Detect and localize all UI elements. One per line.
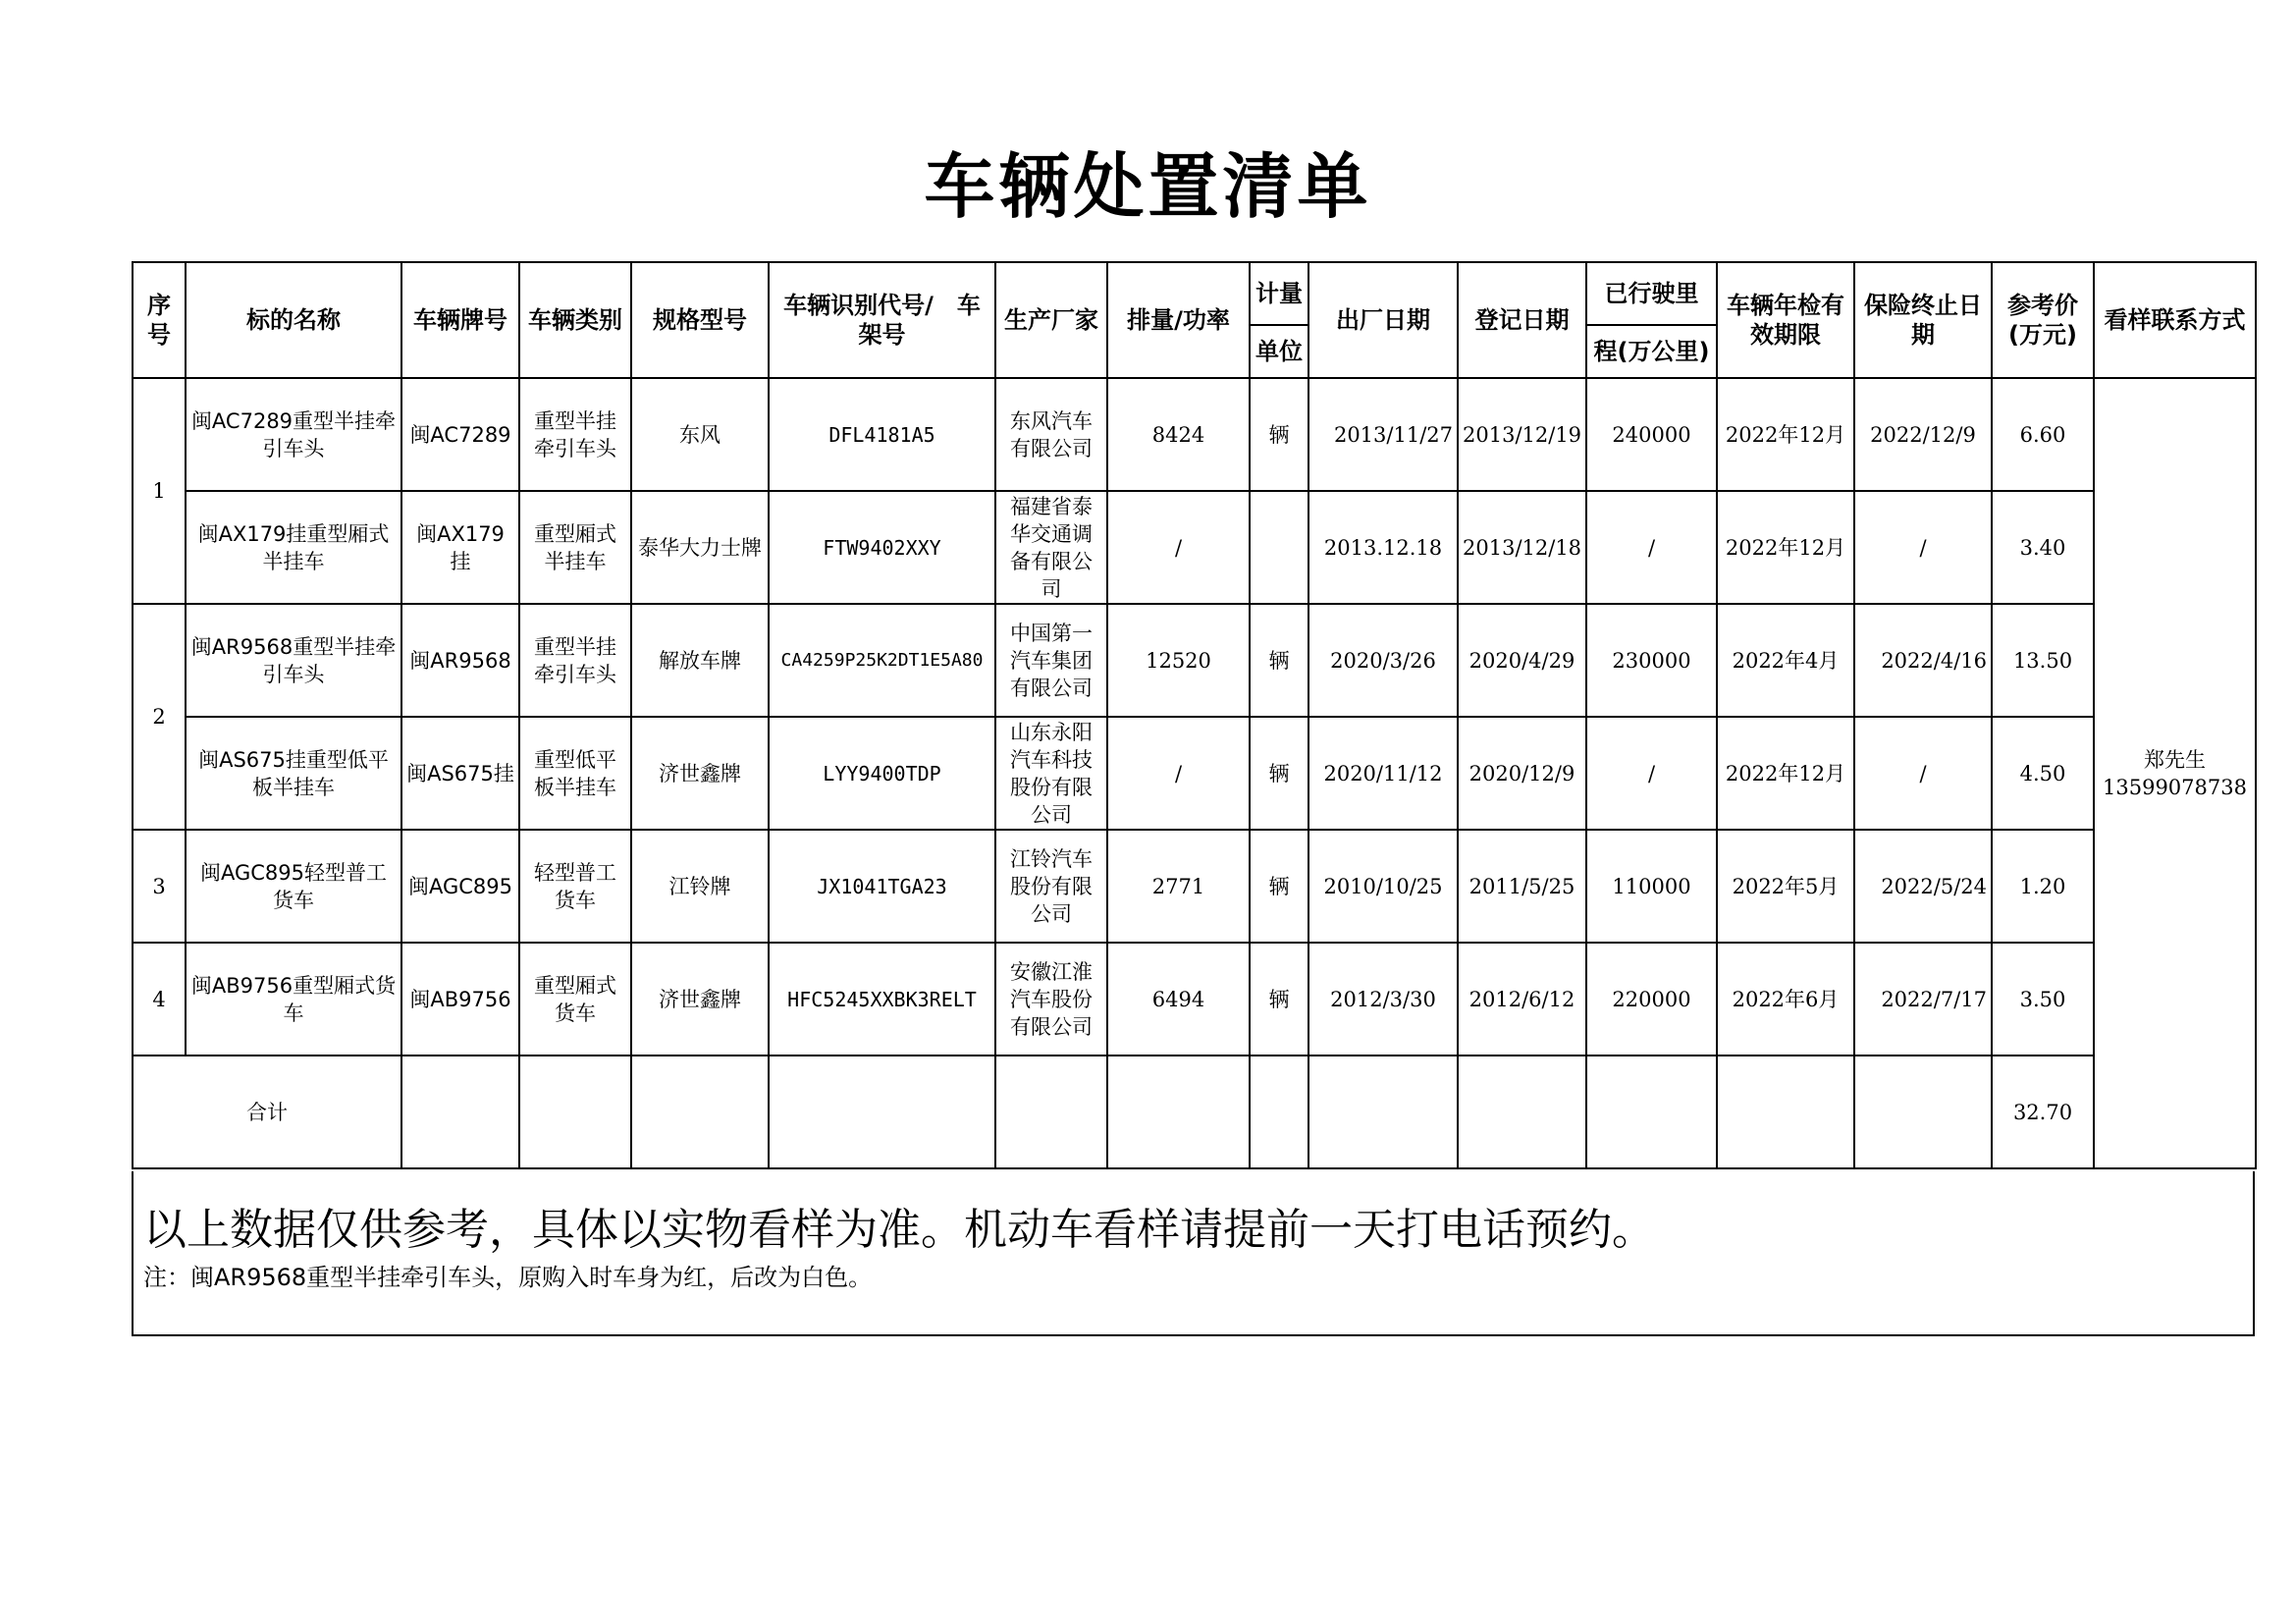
cell-maker: 福建省泰华交通调备有限公司 <box>995 491 1107 604</box>
header-maker: 生产厂家 <box>995 262 1107 378</box>
cell-name: 闽AX179挂重型厢式半挂车 <box>186 491 401 604</box>
cell-category: 重型厢式货车 <box>519 943 631 1056</box>
header-model: 规格型号 <box>631 262 769 378</box>
cell-insurance: 2022/7/17 <box>1854 943 1992 1056</box>
cell-plate: 闽AS675挂 <box>401 717 519 830</box>
cell-inspection: 2022年4月 <box>1717 604 1854 717</box>
total-price: 32.70 <box>1992 1056 2094 1168</box>
total-empty <box>1586 1056 1717 1168</box>
header-displacement: 排量/功率 <box>1107 262 1250 378</box>
cell-price: 3.50 <box>1992 943 2094 1056</box>
cell-name: 闽AGC895轻型普工货车 <box>186 830 401 943</box>
page-title: 车辆处置清单 <box>924 145 1372 228</box>
cell-displacement: 6494 <box>1107 943 1250 1056</box>
cell-category: 重型半挂牵引车头 <box>519 378 631 491</box>
cell-displacement: 2771 <box>1107 830 1250 943</box>
cell-unit: 辆 <box>1250 604 1308 717</box>
contact-name: 郑先生 <box>2144 747 2206 772</box>
contact-cell <box>2094 378 2256 1168</box>
cell-unit: 辆 <box>1250 830 1308 943</box>
cell-inspection: 2022年6月 <box>1717 943 1854 1056</box>
cell-mileage: 230000 <box>1586 604 1717 717</box>
header-unit: 单位 <box>1250 325 1308 378</box>
cell-price: 4.50 <box>1992 717 2094 830</box>
table-row <box>133 604 2256 717</box>
cell-maker: 安徽江淮汽车股份有限公司 <box>995 943 1107 1056</box>
header-manufacture-date: 出厂日期 <box>1308 262 1458 378</box>
total-empty <box>1854 1056 1992 1168</box>
cell-seq: 2 <box>133 604 186 830</box>
cell-manufacture-date: 2012/3/30 <box>1308 943 1458 1056</box>
cell-displacement: / <box>1107 717 1250 830</box>
cell-model: 济世鑫牌 <box>631 943 769 1056</box>
cell-insurance: / <box>1854 491 1992 604</box>
cell-inspection: 2022年12月 <box>1717 378 1854 491</box>
total-empty <box>519 1056 631 1168</box>
cell-name: 闽AC7289重型半挂牵引车头 <box>186 378 401 491</box>
cell-mileage: 220000 <box>1586 943 1717 1056</box>
cell-price: 6.60 <box>1992 378 2094 491</box>
header-inspection: 车辆年检有效期限 <box>1717 262 1854 378</box>
cell-category: 重型厢式半挂车 <box>519 491 631 604</box>
cell-mileage: 240000 <box>1586 378 1717 491</box>
cell-maker: 江铃汽车股份有限公司 <box>995 830 1107 943</box>
footer-notes <box>132 1171 2255 1336</box>
cell-plate: 闽AB9756 <box>401 943 519 1056</box>
cell-maker: 山东永阳汽车科技股份有限公司 <box>995 717 1107 830</box>
cell-unit: 辆 <box>1250 378 1308 491</box>
cell-price: 1.20 <box>1992 830 2094 943</box>
cell-plate: 闽AGC895 <box>401 830 519 943</box>
header-mileage-bottom: 程(万公里) <box>1586 325 1717 378</box>
cell-register-date: 2020/12/9 <box>1458 717 1586 830</box>
cell-price: 13.50 <box>1992 604 2094 717</box>
cell-vin: CA4259P25K2DT1E5A80 <box>769 604 995 717</box>
cell-insurance: 2022/12/9 <box>1854 378 1992 491</box>
total-empty <box>769 1056 995 1168</box>
cell-manufacture-date: 2020/11/12 <box>1308 717 1458 830</box>
cell-register-date: 2020/4/29 <box>1458 604 1586 717</box>
cell-manufacture-date: 2013/11/27 <box>1308 378 1458 491</box>
cell-vin: DFL4181A5 <box>769 378 995 491</box>
header-contact: 看样联系方式 <box>2094 262 2256 378</box>
vehicle-disposal-table <box>132 261 2257 1169</box>
cell-model: 解放车牌 <box>631 604 769 717</box>
contact-phone: 13599078738 <box>2103 775 2247 799</box>
cell-model: 济世鑫牌 <box>631 717 769 830</box>
cell-unit: 辆 <box>1250 717 1308 830</box>
cell-register-date: 2013/12/19 <box>1458 378 1586 491</box>
cell-seq: 4 <box>133 943 186 1056</box>
table-row <box>133 491 2256 604</box>
cell-name: 闽AB9756重型厢式货车 <box>186 943 401 1056</box>
table-row <box>133 717 2256 830</box>
header-seq: 序号 <box>133 262 186 378</box>
cell-vin: HFC5245XXBK3RELT <box>769 943 995 1056</box>
cell-plate: 闽AX179挂 <box>401 491 519 604</box>
header-category: 车辆类别 <box>519 262 631 378</box>
cell-manufacture-date: 2020/3/26 <box>1308 604 1458 717</box>
cell-seq: 1 <box>133 378 186 604</box>
header-plate: 车辆牌号 <box>401 262 519 378</box>
cell-category: 轻型普工货车 <box>519 830 631 943</box>
cell-inspection: 2022年5月 <box>1717 830 1854 943</box>
total-row <box>133 1056 2256 1168</box>
cell-vin: FTW9402XXY <box>769 491 995 604</box>
cell-vin: JX1041TGA23 <box>769 830 995 943</box>
cell-unit: 辆 <box>1250 943 1308 1056</box>
cell-plate: 闽AC7289 <box>401 378 519 491</box>
cell-insurance: 2022/4/16 <box>1854 604 1992 717</box>
cell-insurance: / <box>1854 717 1992 830</box>
cell-mileage: / <box>1586 717 1717 830</box>
table-row <box>133 943 2256 1056</box>
cell-displacement: / <box>1107 491 1250 604</box>
cell-model: 江铃牌 <box>631 830 769 943</box>
cell-seq: 3 <box>133 830 186 943</box>
cell-displacement: 8424 <box>1107 378 1250 491</box>
cell-vin: LYY9400TDP <box>769 717 995 830</box>
cell-unit <box>1250 491 1308 604</box>
cell-name: 闽AR9568重型半挂牵引车头 <box>186 604 401 717</box>
cell-displacement: 12520 <box>1107 604 1250 717</box>
cell-manufacture-date: 2010/10/25 <box>1308 830 1458 943</box>
cell-category: 重型半挂牵引车头 <box>519 604 631 717</box>
cell-insurance: 2022/5/24 <box>1854 830 1992 943</box>
cell-category: 重型低平板半挂车 <box>519 717 631 830</box>
cell-mileage: / <box>1586 491 1717 604</box>
cell-manufacture-date: 2013.12.18 <box>1308 491 1458 604</box>
cell-plate: 闽AR9568 <box>401 604 519 717</box>
header-insurance: 保险终止日期 <box>1854 262 1992 378</box>
cell-inspection: 2022年12月 <box>1717 491 1854 604</box>
cell-mileage: 110000 <box>1586 830 1717 943</box>
table-row <box>133 378 2256 491</box>
cell-maker: 中国第一汽车集团有限公司 <box>995 604 1107 717</box>
header-measure: 计量 <box>1250 262 1308 325</box>
notice-text: 以上数据仅供参考，具体以实物看样为准。机动车看样请提前一天打电话预约。 <box>143 1205 1655 1255</box>
cell-inspection: 2022年12月 <box>1717 717 1854 830</box>
header-row <box>133 262 2256 325</box>
total-empty <box>995 1056 1107 1168</box>
header-name: 标的名称 <box>186 262 401 378</box>
cell-model: 泰华大力士牌 <box>631 491 769 604</box>
cell-model: 东风 <box>631 378 769 491</box>
header-mileage-top: 已行驶里 <box>1586 262 1717 325</box>
total-empty <box>401 1056 519 1168</box>
total-empty <box>1308 1056 1458 1168</box>
table-row <box>133 830 2256 943</box>
cell-register-date: 2011/5/25 <box>1458 830 1586 943</box>
total-empty <box>1717 1056 1854 1168</box>
note-text: 注：闽AR9568重型半挂牵引车头，原购入时车身为红，后改为白色。 <box>143 1264 873 1291</box>
cell-maker: 东风汽车有限公司 <box>995 378 1107 491</box>
cell-register-date: 2012/6/12 <box>1458 943 1586 1056</box>
header-register-date: 登记日期 <box>1458 262 1586 378</box>
total-empty <box>631 1056 769 1168</box>
header-vin: 车辆识别代号/ 车架号 <box>769 262 995 378</box>
cell-register-date: 2013/12/18 <box>1458 491 1586 604</box>
total-empty <box>1458 1056 1586 1168</box>
total-empty <box>1107 1056 1250 1168</box>
header-price: 参考价(万元) <box>1992 262 2094 378</box>
total-label: 合计 <box>133 1056 401 1168</box>
cell-name: 闽AS675挂重型低平板半挂车 <box>186 717 401 830</box>
cell-price: 3.40 <box>1992 491 2094 604</box>
total-empty <box>1250 1056 1308 1168</box>
